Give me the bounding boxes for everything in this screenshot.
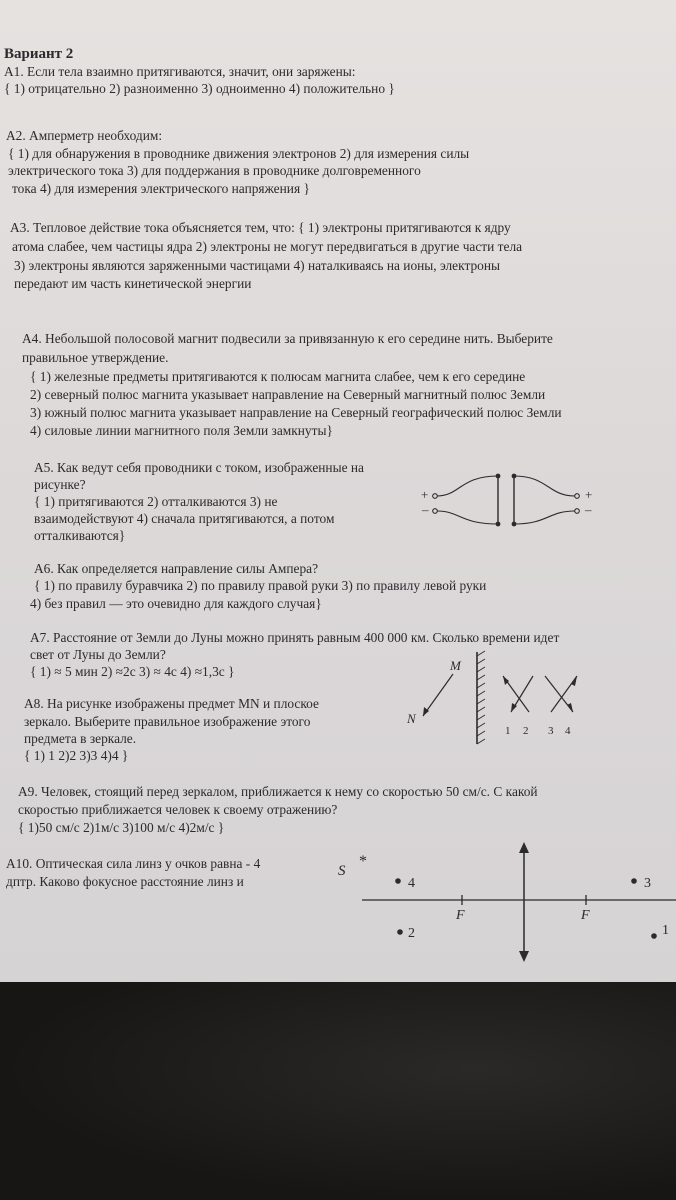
a5-line4: взаимодействуют 4) сначала притягиваются, а потом [34,511,335,526]
a4-line6: 4) силовые линии магнитного поля Земли замкнуты} [30,423,333,438]
lens-top-arrowhead [519,842,529,853]
minus-right-label: – [585,502,592,517]
terminal-left-top [433,494,438,499]
a7-answers: { 1) ≈ 5 мин 2) ≈2с 3) ≈ 4с 4) ≈1,3с } [30,664,235,679]
label-S: S [338,863,346,879]
label-2: 2 [408,926,415,941]
a6-line1: А6. Как определяется направление силы Ампера? [34,561,319,576]
a2-answers-line1: { 1) для обнаружения в проводнике движения электронов 2) для измерения силы [8,146,470,161]
lens-diagram [330,840,676,970]
focus-left-label: F [456,908,465,923]
a6-line2: { 1) по правилу буравчика 2) по правилу правой руки 3) по правилу левой руки [34,578,487,593]
mirror-diagram [395,648,595,748]
label-3: 3 [548,725,554,737]
a2-question: А2. Амперметр необходим: [6,128,163,143]
a4-line3: { 1) железные предметы притягиваются к полюсам магнита слабее, чем к его середине [30,369,526,384]
a4-line4: 2) северный полюс магнита указывает направление на Северный магнитный полюс Земли [30,387,546,402]
a9-answers: { 1)50 см/с 2)1м/с 3)100 м/с 4)2м/с } [18,820,225,835]
image-option-3-arrowhead [567,703,573,712]
left-wire-bottom [437,511,498,524]
a5-line1: А5. Как ведут себя проводники с током, изображенные на [34,460,364,475]
right-wire-top [514,476,575,496]
a7-line2: свет от Луны до Земли? [30,647,166,662]
plus-left-label: + [421,487,429,502]
a3-line1: А3. Тепловое действие тока объясняется тем, что: { 1) электроны притягиваются к ядру [10,220,511,235]
mirror-hatching [477,651,485,744]
a1-question: А1. Если тела взаимно притягиваются, значит, они заряжены: [4,64,356,79]
label-M: M [450,658,461,673]
image-option-4-arrowhead [571,676,577,686]
a6-line3: 4) без правил — это очевидно для каждого случая} [30,596,322,611]
a8-line3: предмета в зеркале. [24,731,137,746]
a4-line5: 3) южный полюс магнита указывает направление на Северный географический полюс Земли [30,405,562,420]
a9-line1: А9. Человек, стоящий перед зеркалом, приближается к нему со скоростью 50 см/с. С какой [18,784,538,799]
minus-left-label: – [422,502,429,517]
left-wire-top [437,476,498,496]
label-1: 1 [662,923,669,938]
a10-line1: А10. Оптическая сила линз у очков равна - 4 [6,856,261,871]
left-conductor-bottom-node [496,522,501,527]
object-MN [423,674,453,716]
terminal-left-bottom [433,509,438,514]
label-N: N [407,711,416,726]
terminal-right-top [575,494,580,499]
source-star: * [359,853,367,870]
point-2 [397,929,403,935]
a4-line2: правильное утверждение. [22,350,169,365]
variant-title: Вариант 2 [4,46,74,62]
plus-right-label: + [585,487,593,502]
label-1: 1 [505,725,511,737]
terminal-right-bottom [575,509,580,514]
a1-answers: { 1) отрицательно 2) разноименно 3) одноименно 4) положительно } [4,81,395,96]
a2-answers-line2: электрического тока 3) для поддержания в проводнике долговременного [8,163,421,178]
point-1 [651,933,657,939]
a5-line5: отталкиваются} [34,528,126,543]
parallel-conductors-diagram [420,468,605,534]
a7-line1: А7. Расстояние от Земли до Луны можно принять равным 400 000 км. Сколько времени идет [30,630,560,645]
label-4: 4 [408,876,415,891]
point-4 [395,878,401,884]
label-2: 2 [523,725,529,737]
a3-line3: 3) электроны являются заряженными частицами 4) наталкиваясь на ионы, электроны [14,258,501,273]
a9-line2: скоростью приближается человек к своему отражению? [18,802,338,817]
focus-right-label: F [581,908,590,923]
a8-line2: зеркало. Выберите правильное изображение этого [24,714,311,729]
background-fabric [0,982,676,1200]
a3-line2: атома слабее, чем частицы ядра 2) электроны не могут передвигаться в другие части тела [12,239,523,254]
label-3: 3 [644,876,651,891]
a10-line2: дптр. Каково фокусное расстояние линз и [6,874,244,889]
point-3 [631,878,637,884]
left-conductor-top-node [496,474,501,479]
right-wire-bottom [514,511,575,524]
a2-answers-line3: тока 4) для измерения электрического напряжения } [12,181,310,196]
a5-line2: рисунке? [34,477,86,492]
a5-line3: { 1) притягиваются 2) отталкиваются 3) не [34,494,278,509]
label-4: 4 [565,725,571,737]
lens-bottom-arrowhead [519,951,529,962]
a4-line1: А4. Небольшой полосовой магнит подвесили за привязанную к его середине нить. Выберите [22,331,553,346]
a8-line1: А8. На рисунке изображены предмет MN и плоское [24,696,319,711]
a8-answers: { 1) 1 2)2 3)3 4)4 } [24,748,129,763]
a3-line4: передают им часть кинетической энергии [14,276,252,291]
